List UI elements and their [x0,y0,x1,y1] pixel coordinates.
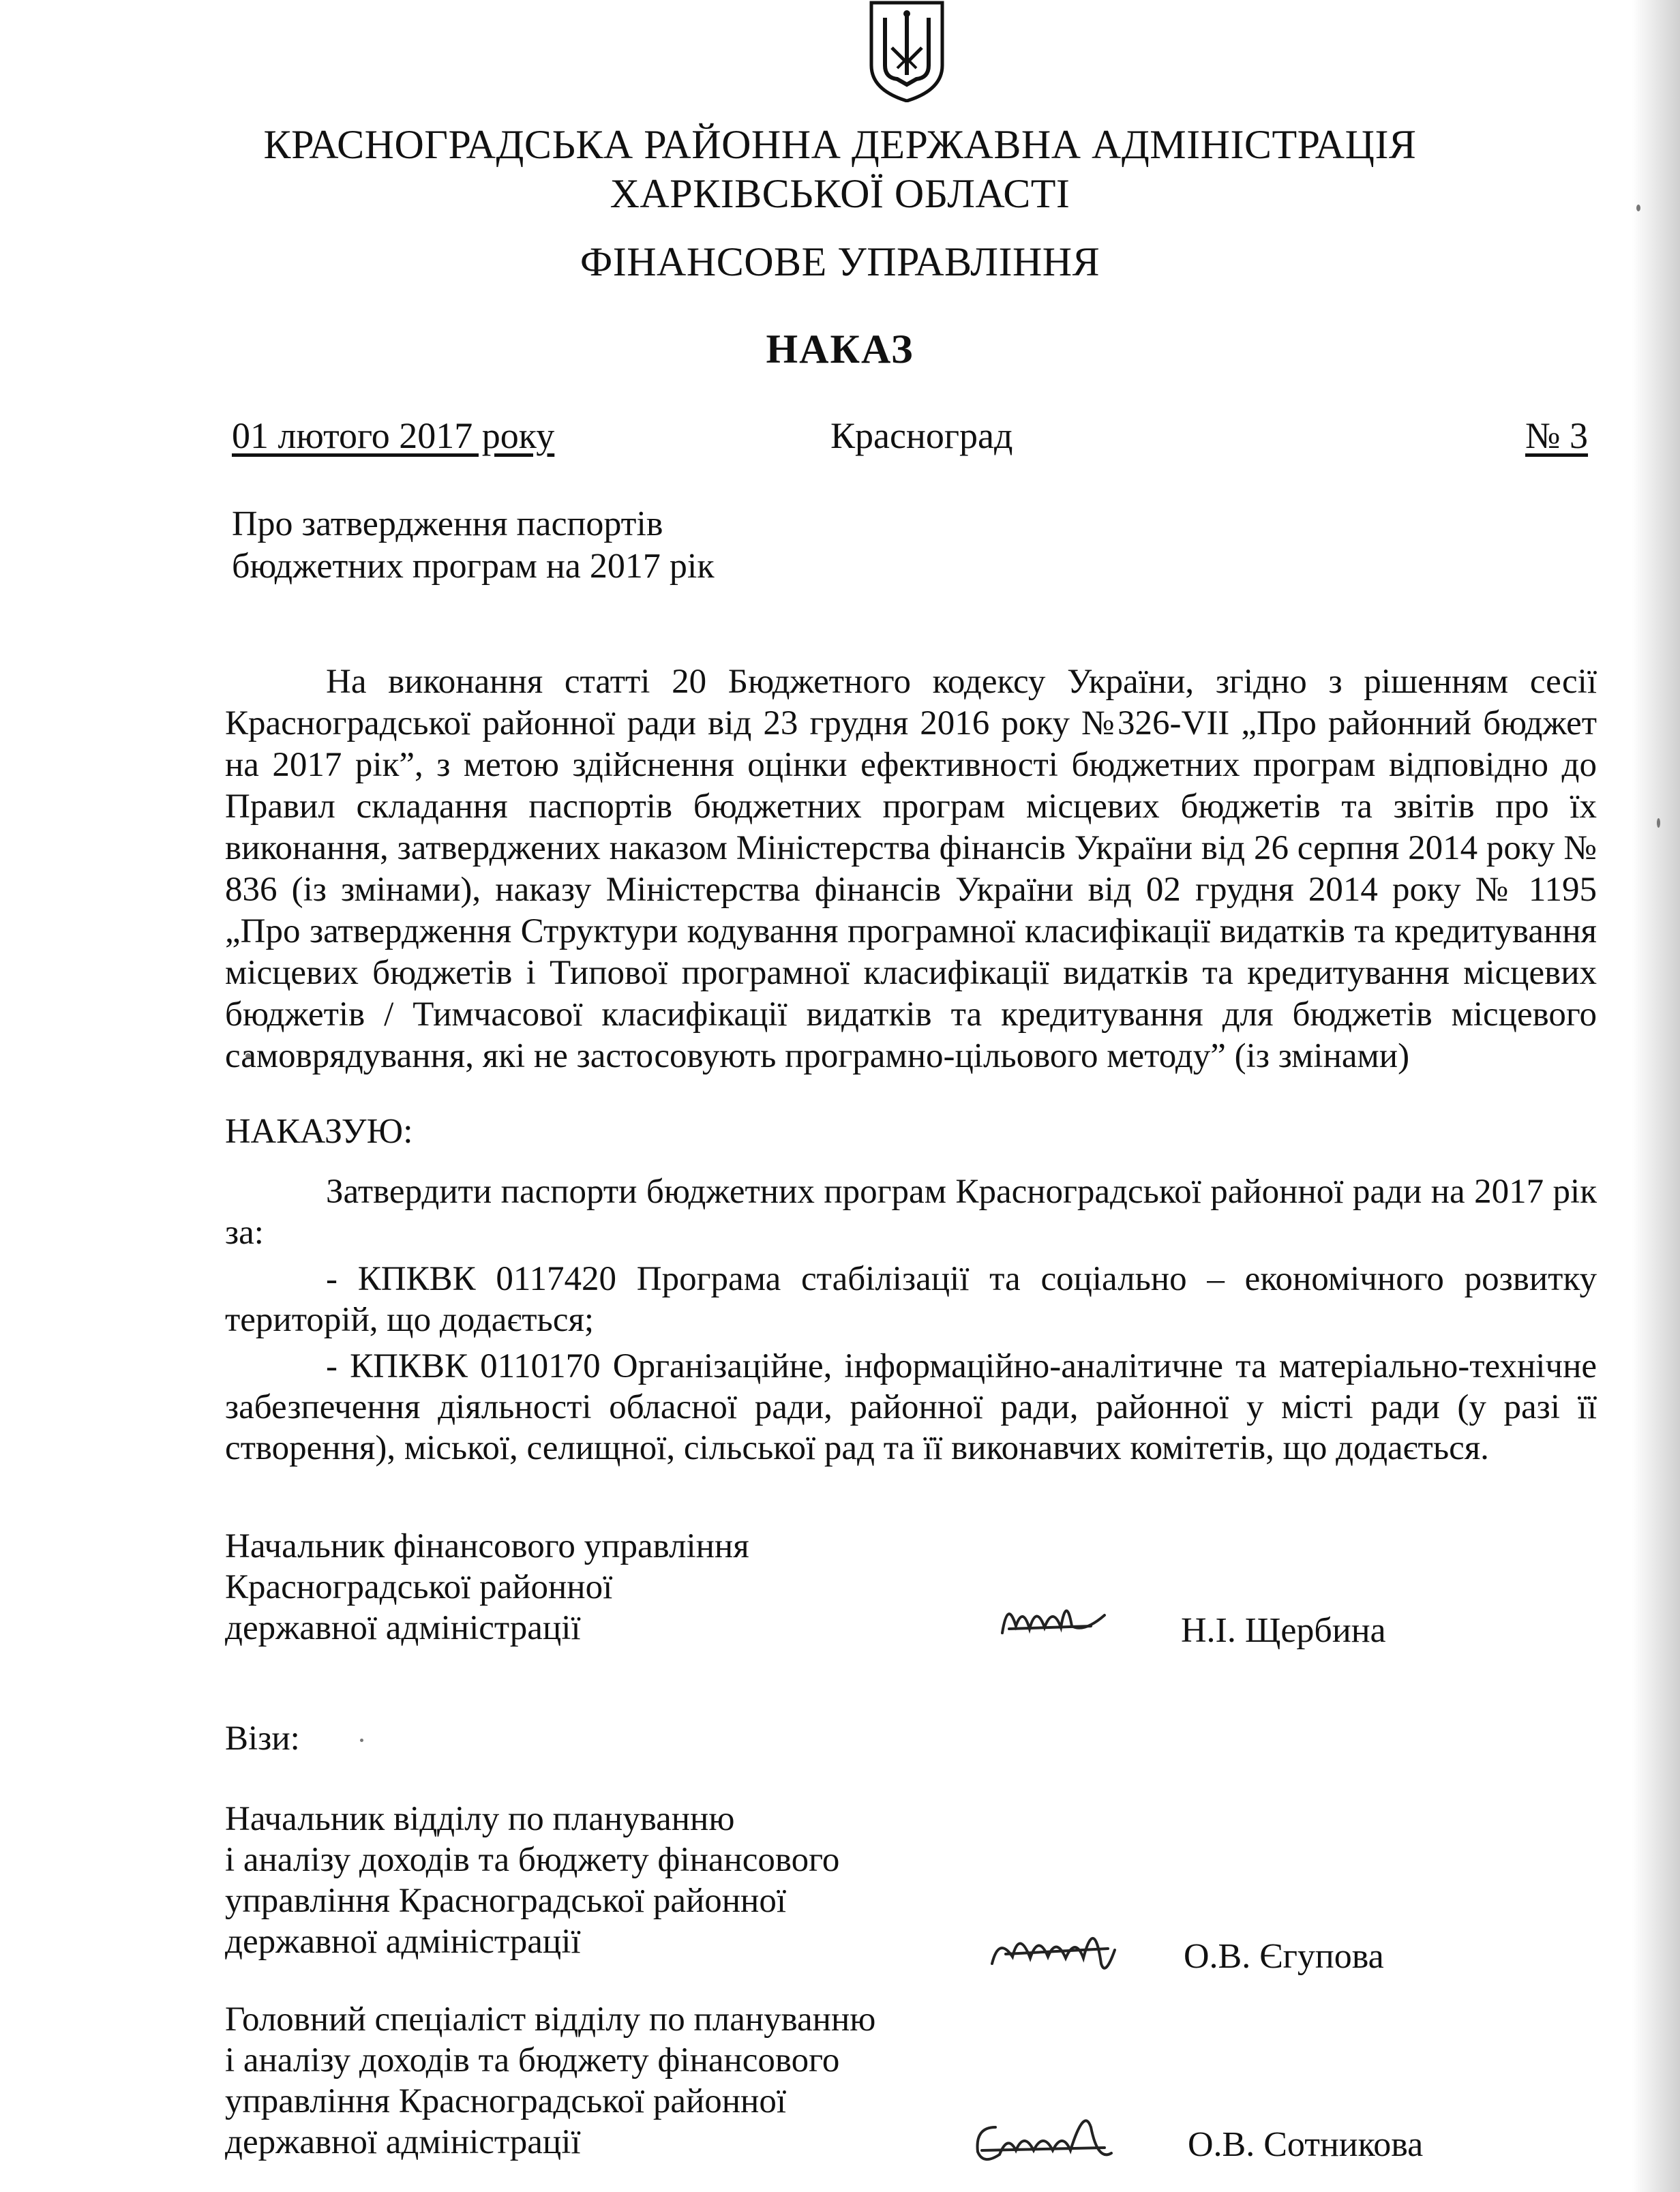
trident-emblem-icon [865,0,949,102]
order-item: - КПКВК 0117420 Програма стабілізації та соціально – економічного розвитку територій, що додається; [225,1260,1597,1339]
order-subject [232,503,715,588]
order-number: № 3 [1525,415,1589,456]
visa-title-line: Головний спеціаліст відділу по плануванню [225,2000,876,2039]
signatory-name: Н.І. Щербина [1181,1611,1386,1650]
signatory-title [225,1526,749,1649]
order-date: 01 лютого 2017 року [232,415,555,456]
signature-sotnykova [968,2100,1145,2175]
order-keyword: НАКАЗУЮ: [225,1112,413,1151]
visa-title-line: і аналізу доходів та бюджету фінансового [225,1841,840,1879]
visa-title [225,1999,875,2163]
subject-line: бюджетних програм на 2017 рік [232,547,715,586]
visa-name: О.В. Єгупова [1184,1937,1384,1976]
visas-label: Візи: [225,1720,300,1758]
signatory-title-line: Красноградської районної [225,1568,613,1606]
document-type: НАКАЗ [766,327,914,372]
visa-title [225,1799,839,1962]
signatory-title-line: державної адміністрації [225,1609,581,1647]
visa-title-line: управління Красноградської районної [225,1882,787,1920]
agency-name-line2: ХАРКІВСЬКОЇ ОБЛАСТІ [610,171,1070,216]
subject-line: Про затвердження паспортів [232,505,663,543]
order-list [225,1171,1597,1474]
agency-name-line1: КРАСНОГРАДСЬКА РАЙОННА ДЕРЖАВНА АДМІНІСТРАЦІЯ [263,122,1417,167]
visa-title-line: державної адміністрації [225,1923,581,1961]
order-city: Красноград [830,415,1013,456]
department-name: ФІНАНСОВЕ УПРАВЛІННЯ [580,239,1100,284]
signature-scherbyna [995,1585,1111,1647]
order-item: - КПКВК 0110170 Організаційне, інформаційно-аналітичне та матеріально-технічне забезпечення діяльності обласної ради, районної ради, районної у місті ради (у разі її створення), міської, селищної, сільської рад та її виконавчих комітетів, що додається. [225,1347,1597,1467]
signatory-title-line: Начальник фінансового управління [225,1527,749,1565]
visa-title-line: і аналізу доходів та бюджету фінансового [225,2041,840,2080]
visa-title-line: Начальник відділу по плануванню [225,1800,735,1838]
visa-title-line: державної адміністрації [225,2123,581,2161]
signature-yehupova [985,1909,1142,1984]
order-intro: Затвердити паспорти бюджетних програм Красноградської районної ради на 2017 рік за: [225,1173,1597,1252]
preamble-paragraph: На виконання статті 20 Бюджетного кодексу України, згідно з рішенням сесії Красноградської районної ради від 23 грудня 2016 року №326-VII „Про районний бюджет на 2017 рік”, з метою здійснення оцінки ефективності бюджетних програм відповідно до Правил складання паспортів бюджетних програм місцевих бюджетів та звітів про їх виконання, затверджених наказом Міністерства фінансів України від 26 серпня 2014 року № 836 (із змінами), наказу Міністерства фінансів України від 02 грудня 2014 року № 1195 „Про затвердження Структури кодування програмної класифікації видатків та кредитування місцевих бюджетів і Типової програмної класифікації видатків та кредитування місцевих бюджетів / Тимчасової класифікації видатків та кредитування для бюджетів місцевого самоврядування, які не застосовують програмно-цільового методу” (із змінами) [225,663,1597,1075]
visa-title-line: управління Красноградської районної [225,2082,787,2120]
scan-speck [360,1739,363,1742]
scan-speck [1657,818,1660,828]
visa-name: О.В. Сотникова [1188,2125,1424,2164]
